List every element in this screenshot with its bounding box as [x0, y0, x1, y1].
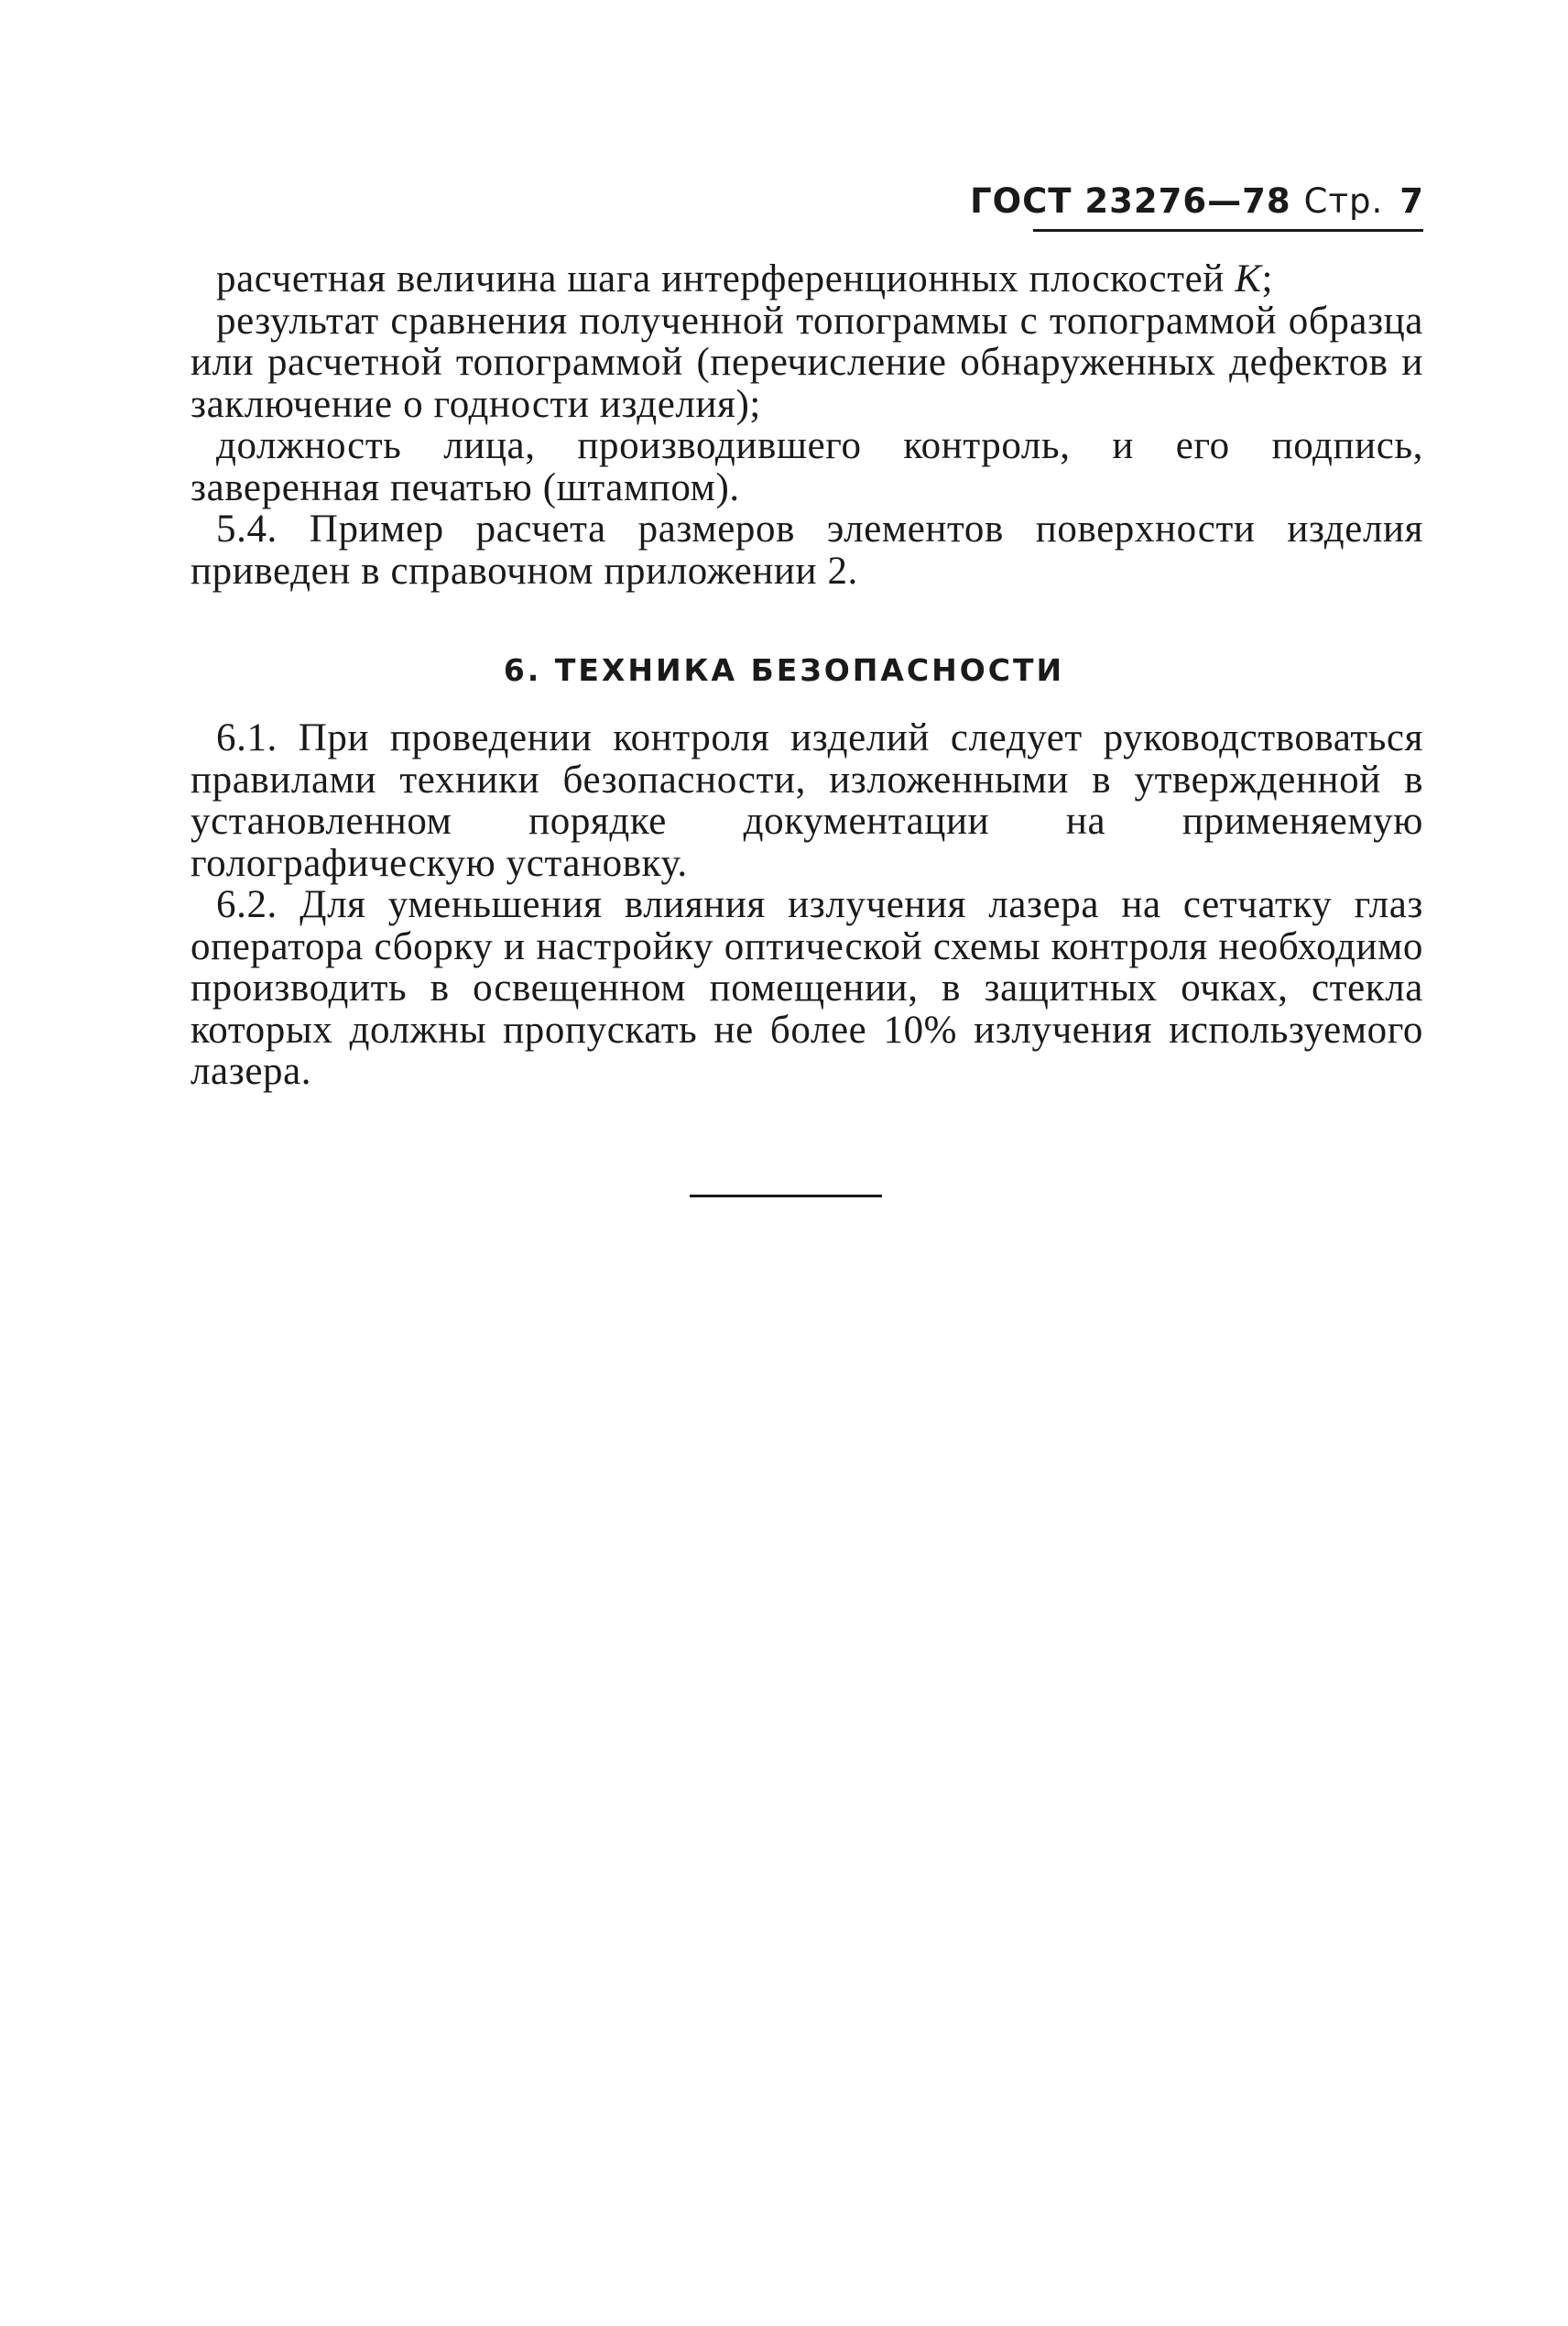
list-item-inspector-signature: должность лица, производившего контроль, и его подпись, заверенная печатью (штампом).	[191, 424, 1423, 509]
page-number: 7	[1399, 181, 1424, 221]
page-header	[970, 181, 1424, 221]
list-item-comparison-result: результат сравнения полученной топограммы с топограммой образца или расчетной топограммой (перечисление обнаруженных дефектов и заключение о годности изделия);	[191, 299, 1423, 426]
page-label: Стр.	[1303, 181, 1384, 221]
section-heading: 6. ТЕХНИКА БЕЗОПАСНОСТИ	[503, 652, 1065, 688]
list-item-text: расчетная величина шага интерференционных плоскостей	[216, 257, 1236, 300]
list-item-punct: ;	[1261, 257, 1274, 300]
continued-list-block	[191, 258, 1423, 592]
standard-number: ГОСТ 23276—78	[970, 181, 1291, 221]
variable-k: K	[1235, 257, 1262, 300]
header-rule	[1033, 229, 1423, 232]
paragraph-5-4: 5.4. Пример расчета размеров элементов поверхности изделия приведен в справочном приложении 2.	[191, 508, 1423, 593]
section-6-body	[191, 717, 1423, 1093]
paragraph-6-1: 6.1. При проведении контроля изделий следует руководствоваться правилами техники безопасности, изложенными в утвержденной в установленном порядке документации на применяемую голографическую установку.	[191, 716, 1423, 885]
list-item-step-value	[191, 258, 1423, 300]
paragraph-6-2: 6.2. Для уменьшения влияния излучения лазера на сетчатку глаз оператора сборку и настройку оптической схемы контроля необходимо производить в освещенном помещении, в защитных очках, стекла которых должны пропускать не более 10% излучения используемого лазера.	[191, 883, 1423, 1093]
end-rule	[690, 1195, 882, 1197]
